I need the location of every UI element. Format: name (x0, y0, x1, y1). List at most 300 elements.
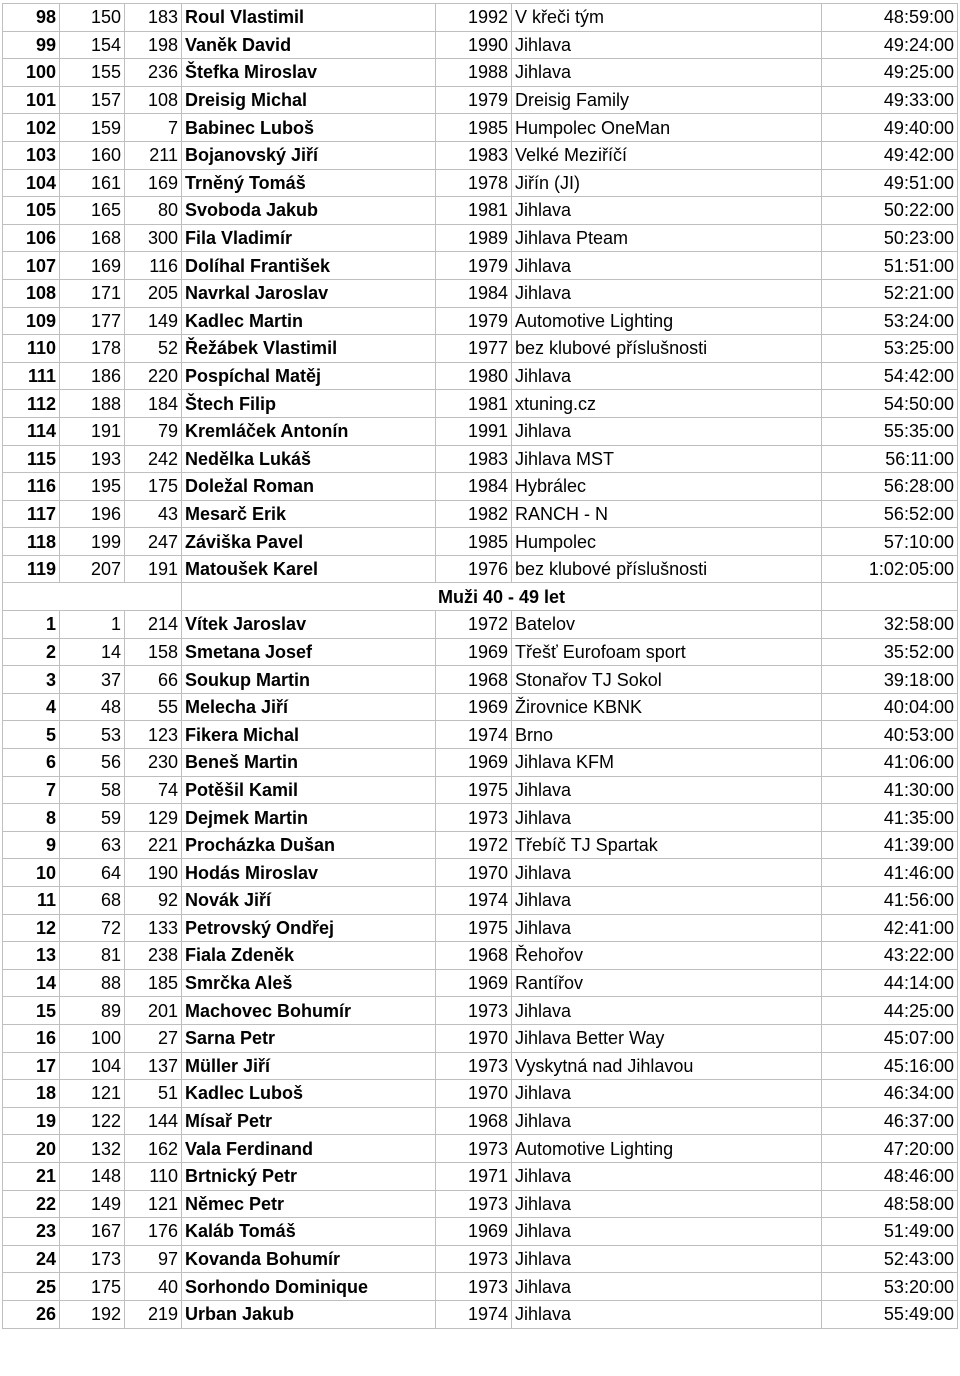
bib-number-cell: 133 (125, 914, 182, 942)
bib-number-cell: 158 (125, 638, 182, 666)
category-rank-cell: 119 (3, 555, 60, 583)
birth-year-cell: 1985 (436, 114, 512, 142)
runner-name-cell: Řežábek Vlastimil (182, 335, 436, 363)
finish-time-cell: 49:24:00 (822, 31, 958, 59)
bib-number-cell: 220 (125, 362, 182, 390)
overall-rank-cell: 178 (60, 335, 125, 363)
finish-time-cell: 43:22:00 (822, 942, 958, 970)
category-rank-cell: 106 (3, 224, 60, 252)
bib-number-cell: 191 (125, 555, 182, 583)
club-cell: Jihlava MST (512, 445, 822, 473)
finish-time-cell: 48:59:00 (822, 4, 958, 32)
table-row (3, 390, 958, 418)
overall-rank-cell: 193 (60, 445, 125, 473)
runner-name-cell: Navrkal Jaroslav (182, 279, 436, 307)
birth-year-cell: 1988 (436, 59, 512, 87)
club-cell: Jihlava (512, 1300, 822, 1328)
overall-rank-cell: 155 (60, 59, 125, 87)
club-cell: Jihlava (512, 1245, 822, 1273)
birth-year-cell: 1984 (436, 279, 512, 307)
club-cell: Batelov (512, 611, 822, 639)
finish-time-cell: 57:10:00 (822, 528, 958, 556)
birth-year-cell: 1991 (436, 417, 512, 445)
table-row (3, 86, 958, 114)
club-cell: Jihlava (512, 31, 822, 59)
table-row (3, 749, 958, 777)
club-cell: Jihlava (512, 279, 822, 307)
runner-name-cell: Novák Jiří (182, 887, 436, 915)
bib-number-cell: 162 (125, 1135, 182, 1163)
club-cell: Třešť Eurofoam sport (512, 638, 822, 666)
bib-number-cell: 74 (125, 776, 182, 804)
runner-name-cell: Beneš Martin (182, 749, 436, 777)
bib-number-cell: 52 (125, 335, 182, 363)
bib-number-cell: 185 (125, 969, 182, 997)
birth-year-cell: 1973 (436, 1245, 512, 1273)
runner-name-cell: Mísař Petr (182, 1107, 436, 1135)
category-title: Muži 40 - 49 let (182, 583, 822, 611)
overall-rank-cell: 48 (60, 693, 125, 721)
club-cell: V křeči tým (512, 4, 822, 32)
club-cell: Automotive Lighting (512, 1135, 822, 1163)
category-rank-cell: 7 (3, 776, 60, 804)
overall-rank-cell: 165 (60, 197, 125, 225)
table-row (3, 1080, 958, 1108)
finish-time-cell: 53:24:00 (822, 307, 958, 335)
table-row (3, 997, 958, 1025)
overall-rank-cell: 72 (60, 914, 125, 942)
birth-year-cell: 1968 (436, 666, 512, 694)
runner-name-cell: Dolíhal František (182, 252, 436, 280)
birth-year-cell: 1979 (436, 252, 512, 280)
birth-year-cell: 1974 (436, 1300, 512, 1328)
runner-name-cell: Kovanda Bohumír (182, 1245, 436, 1273)
overall-rank-cell: 168 (60, 224, 125, 252)
bib-number-cell: 175 (125, 473, 182, 501)
table-row (3, 528, 958, 556)
bib-number-cell: 40 (125, 1273, 182, 1301)
runner-name-cell: Záviška Pavel (182, 528, 436, 556)
club-cell: Jihlava (512, 1080, 822, 1108)
runner-name-cell: Fila Vladimír (182, 224, 436, 252)
club-cell: Jihlava Pteam (512, 224, 822, 252)
bib-number-cell: 80 (125, 197, 182, 225)
birth-year-cell: 1992 (436, 4, 512, 32)
category-rank-cell: 116 (3, 473, 60, 501)
finish-time-cell: 49:51:00 (822, 169, 958, 197)
table-row (3, 804, 958, 832)
club-cell: Jihlava Better Way (512, 1024, 822, 1052)
runner-name-cell: Soukup Martin (182, 666, 436, 694)
birth-year-cell: 1979 (436, 86, 512, 114)
bib-number-cell: 205 (125, 279, 182, 307)
finish-time-cell: 41:06:00 (822, 749, 958, 777)
category-rank-cell: 99 (3, 31, 60, 59)
birth-year-cell: 1973 (436, 804, 512, 832)
category-rank-cell: 109 (3, 307, 60, 335)
club-cell: bez klubové příslušnosti (512, 555, 822, 583)
birth-year-cell: 1973 (436, 997, 512, 1025)
category-header-empty-cell (822, 583, 958, 611)
category-rank-cell: 11 (3, 887, 60, 915)
bib-number-cell: 144 (125, 1107, 182, 1135)
overall-rank-cell: 161 (60, 169, 125, 197)
finish-time-cell: 40:53:00 (822, 721, 958, 749)
runner-name-cell: Nedělka Lukáš (182, 445, 436, 473)
finish-time-cell: 47:20:00 (822, 1135, 958, 1163)
table-row (3, 141, 958, 169)
runner-name-cell: Doležal Roman (182, 473, 436, 501)
club-cell: Humpolec (512, 528, 822, 556)
category-rank-cell: 18 (3, 1080, 60, 1108)
finish-time-cell: 49:42:00 (822, 141, 958, 169)
bib-number-cell: 79 (125, 417, 182, 445)
finish-time-cell: 52:43:00 (822, 1245, 958, 1273)
bib-number-cell: 123 (125, 721, 182, 749)
bib-number-cell: 66 (125, 666, 182, 694)
overall-rank-cell: 1 (60, 611, 125, 639)
finish-time-cell: 56:11:00 (822, 445, 958, 473)
overall-rank-cell: 191 (60, 417, 125, 445)
overall-rank-cell: 171 (60, 279, 125, 307)
overall-rank-cell: 88 (60, 969, 125, 997)
category-rank-cell: 8 (3, 804, 60, 832)
runner-name-cell: Štefka Miroslav (182, 59, 436, 87)
runner-name-cell: Smetana Josef (182, 638, 436, 666)
table-row (3, 445, 958, 473)
finish-time-cell: 44:14:00 (822, 969, 958, 997)
club-cell: Hybrálec (512, 473, 822, 501)
category-rank-cell: 25 (3, 1273, 60, 1301)
table-row (3, 721, 958, 749)
finish-time-cell: 48:58:00 (822, 1190, 958, 1218)
runner-name-cell: Kadlec Luboš (182, 1080, 436, 1108)
finish-time-cell: 48:46:00 (822, 1162, 958, 1190)
birth-year-cell: 1974 (436, 721, 512, 749)
finish-time-cell: 50:22:00 (822, 197, 958, 225)
bib-number-cell: 238 (125, 942, 182, 970)
finish-time-cell: 54:42:00 (822, 362, 958, 390)
birth-year-cell: 1973 (436, 1052, 512, 1080)
finish-time-cell: 40:04:00 (822, 693, 958, 721)
table-row (3, 307, 958, 335)
overall-rank-cell: 154 (60, 31, 125, 59)
category-rank-cell: 5 (3, 721, 60, 749)
category-rank-cell: 103 (3, 141, 60, 169)
table-row (3, 1135, 958, 1163)
birth-year-cell: 1969 (436, 638, 512, 666)
category-rank-cell: 6 (3, 749, 60, 777)
birth-year-cell: 1981 (436, 197, 512, 225)
bib-number-cell: 184 (125, 390, 182, 418)
table-row (3, 887, 958, 915)
finish-time-cell: 53:20:00 (822, 1273, 958, 1301)
table-row (3, 197, 958, 225)
category-rank-cell: 19 (3, 1107, 60, 1135)
birth-year-cell: 1970 (436, 859, 512, 887)
club-cell: Třebíč TJ Spartak (512, 831, 822, 859)
runner-name-cell: Pospíchal Matěj (182, 362, 436, 390)
bib-number-cell: 169 (125, 169, 182, 197)
overall-rank-cell: 167 (60, 1218, 125, 1246)
category-rank-cell: 117 (3, 500, 60, 528)
finish-time-cell: 39:18:00 (822, 666, 958, 694)
category-rank-cell: 100 (3, 59, 60, 87)
table-row (3, 969, 958, 997)
club-cell: Stonařov TJ Sokol (512, 666, 822, 694)
bib-number-cell: 198 (125, 31, 182, 59)
bib-number-cell: 43 (125, 500, 182, 528)
club-cell: Jihlava (512, 1190, 822, 1218)
table-row (3, 1107, 958, 1135)
category-rank-cell: 110 (3, 335, 60, 363)
overall-rank-cell: 169 (60, 252, 125, 280)
runner-name-cell: Hodás Miroslav (182, 859, 436, 887)
club-cell: Jihlava (512, 1162, 822, 1190)
table-row (3, 611, 958, 639)
table-row (3, 859, 958, 887)
bib-number-cell: 300 (125, 224, 182, 252)
finish-time-cell: 46:37:00 (822, 1107, 958, 1135)
finish-time-cell: 56:52:00 (822, 500, 958, 528)
overall-rank-cell: 192 (60, 1300, 125, 1328)
table-row (3, 252, 958, 280)
bib-number-cell: 219 (125, 1300, 182, 1328)
bib-number-cell: 183 (125, 4, 182, 32)
table-row (3, 666, 958, 694)
birth-year-cell: 1980 (436, 362, 512, 390)
runner-name-cell: Kaláb Tomáš (182, 1218, 436, 1246)
overall-rank-cell: 175 (60, 1273, 125, 1301)
runner-name-cell: Němec Petr (182, 1190, 436, 1218)
birth-year-cell: 1974 (436, 887, 512, 915)
bib-number-cell: 221 (125, 831, 182, 859)
birth-year-cell: 1975 (436, 776, 512, 804)
table-row (3, 31, 958, 59)
birth-year-cell: 1981 (436, 390, 512, 418)
birth-year-cell: 1972 (436, 831, 512, 859)
overall-rank-cell: 199 (60, 528, 125, 556)
finish-time-cell: 51:49:00 (822, 1218, 958, 1246)
club-cell: Žirovnice KBNK (512, 693, 822, 721)
table-row (3, 942, 958, 970)
table-row (3, 776, 958, 804)
runner-name-cell: Mesarč Erik (182, 500, 436, 528)
runner-name-cell: Melecha Jiří (182, 693, 436, 721)
club-cell: Jihlava (512, 59, 822, 87)
finish-time-cell: 49:40:00 (822, 114, 958, 142)
runner-name-cell: Smrčka Aleš (182, 969, 436, 997)
runner-name-cell: Roul Vlastimil (182, 4, 436, 32)
category-rank-cell: 108 (3, 279, 60, 307)
bib-number-cell: 190 (125, 859, 182, 887)
overall-rank-cell: 58 (60, 776, 125, 804)
birth-year-cell: 1970 (436, 1080, 512, 1108)
club-cell: Brno (512, 721, 822, 749)
club-cell: Jihlava (512, 887, 822, 915)
bib-number-cell: 247 (125, 528, 182, 556)
bib-number-cell: 51 (125, 1080, 182, 1108)
category-rank-cell: 14 (3, 969, 60, 997)
bib-number-cell: 116 (125, 252, 182, 280)
runner-name-cell: Fikera Michal (182, 721, 436, 749)
birth-year-cell: 1983 (436, 141, 512, 169)
overall-rank-cell: 68 (60, 887, 125, 915)
category-rank-cell: 4 (3, 693, 60, 721)
table-row (3, 1245, 958, 1273)
table-row (3, 362, 958, 390)
category-rank-cell: 21 (3, 1162, 60, 1190)
overall-rank-cell: 122 (60, 1107, 125, 1135)
category-rank-cell: 22 (3, 1190, 60, 1218)
birth-year-cell: 1972 (436, 611, 512, 639)
runner-name-cell: Sorhondo Dominique (182, 1273, 436, 1301)
runner-name-cell: Svoboda Jakub (182, 197, 436, 225)
table-row (3, 831, 958, 859)
table-row (3, 335, 958, 363)
table-row (3, 169, 958, 197)
birth-year-cell: 1985 (436, 528, 512, 556)
finish-time-cell: 41:39:00 (822, 831, 958, 859)
birth-year-cell: 1973 (436, 1273, 512, 1301)
birth-year-cell: 1978 (436, 169, 512, 197)
overall-rank-cell: 159 (60, 114, 125, 142)
runner-name-cell: Dejmek Martin (182, 804, 436, 832)
overall-rank-cell: 150 (60, 4, 125, 32)
birth-year-cell: 1979 (436, 307, 512, 335)
club-cell: Rantířov (512, 969, 822, 997)
overall-rank-cell: 148 (60, 1162, 125, 1190)
finish-time-cell: 44:25:00 (822, 997, 958, 1025)
club-cell: Jihlava (512, 1107, 822, 1135)
birth-year-cell: 1989 (436, 224, 512, 252)
table-row (3, 1162, 958, 1190)
finish-time-cell: 45:07:00 (822, 1024, 958, 1052)
overall-rank-cell: 186 (60, 362, 125, 390)
birth-year-cell: 1969 (436, 749, 512, 777)
category-rank-cell: 105 (3, 197, 60, 225)
bib-number-cell: 110 (125, 1162, 182, 1190)
birth-year-cell: 1969 (436, 1218, 512, 1246)
runner-name-cell: Bojanovský Jiří (182, 141, 436, 169)
finish-time-cell: 55:49:00 (822, 1300, 958, 1328)
finish-time-cell: 55:35:00 (822, 417, 958, 445)
birth-year-cell: 1973 (436, 1135, 512, 1163)
overall-rank-cell: 160 (60, 141, 125, 169)
category-rank-cell: 17 (3, 1052, 60, 1080)
club-cell: Dreisig Family (512, 86, 822, 114)
table-row (3, 1300, 958, 1328)
club-cell: Jihlava (512, 804, 822, 832)
birth-year-cell: 1971 (436, 1162, 512, 1190)
table-row (3, 638, 958, 666)
bib-number-cell: 176 (125, 1218, 182, 1246)
category-header-row (3, 583, 958, 611)
runner-name-cell: Dreisig Michal (182, 86, 436, 114)
bib-number-cell: 236 (125, 59, 182, 87)
overall-rank-cell: 89 (60, 997, 125, 1025)
category-rank-cell: 107 (3, 252, 60, 280)
overall-rank-cell: 56 (60, 749, 125, 777)
finish-time-cell: 46:34:00 (822, 1080, 958, 1108)
table-row (3, 914, 958, 942)
table-row (3, 279, 958, 307)
birth-year-cell: 1968 (436, 1107, 512, 1135)
birth-year-cell: 1969 (436, 693, 512, 721)
bib-number-cell: 27 (125, 1024, 182, 1052)
finish-time-cell: 41:35:00 (822, 804, 958, 832)
finish-time-cell: 35:52:00 (822, 638, 958, 666)
table-row (3, 555, 958, 583)
table-row (3, 59, 958, 87)
club-cell: xtuning.cz (512, 390, 822, 418)
birth-year-cell: 1975 (436, 914, 512, 942)
finish-time-cell: 50:23:00 (822, 224, 958, 252)
club-cell: Jiřín (JI) (512, 169, 822, 197)
category-rank-cell: 16 (3, 1024, 60, 1052)
birth-year-cell: 1990 (436, 31, 512, 59)
bib-number-cell: 137 (125, 1052, 182, 1080)
bib-number-cell: 129 (125, 804, 182, 832)
club-cell: Jihlava (512, 252, 822, 280)
category-rank-cell: 3 (3, 666, 60, 694)
finish-time-cell: 54:50:00 (822, 390, 958, 418)
bib-number-cell: 108 (125, 86, 182, 114)
club-cell: Řehořov (512, 942, 822, 970)
birth-year-cell: 1968 (436, 942, 512, 970)
runner-name-cell: Potěšil Kamil (182, 776, 436, 804)
overall-rank-cell: 132 (60, 1135, 125, 1163)
finish-time-cell: 49:25:00 (822, 59, 958, 87)
runner-name-cell: Štech Filip (182, 390, 436, 418)
category-rank-cell: 101 (3, 86, 60, 114)
category-rank-cell: 13 (3, 942, 60, 970)
overall-rank-cell: 157 (60, 86, 125, 114)
category-rank-cell: 114 (3, 417, 60, 445)
runner-name-cell: Petrovský Ondřej (182, 914, 436, 942)
overall-rank-cell: 195 (60, 473, 125, 501)
table-row (3, 500, 958, 528)
runner-name-cell: Vala Ferdinand (182, 1135, 436, 1163)
overall-rank-cell: 81 (60, 942, 125, 970)
runner-name-cell: Machovec Bohumír (182, 997, 436, 1025)
category-rank-cell: 26 (3, 1300, 60, 1328)
overall-rank-cell: 37 (60, 666, 125, 694)
category-rank-cell: 112 (3, 390, 60, 418)
birth-year-cell: 1976 (436, 555, 512, 583)
bib-number-cell: 214 (125, 611, 182, 639)
finish-time-cell: 53:25:00 (822, 335, 958, 363)
overall-rank-cell: 100 (60, 1024, 125, 1052)
category-rank-cell: 102 (3, 114, 60, 142)
bib-number-cell: 201 (125, 997, 182, 1025)
finish-time-cell: 42:41:00 (822, 914, 958, 942)
runner-name-cell: Vaněk David (182, 31, 436, 59)
bib-number-cell: 97 (125, 1245, 182, 1273)
birth-year-cell: 1984 (436, 473, 512, 501)
birth-year-cell: 1983 (436, 445, 512, 473)
club-cell: Jihlava KFM (512, 749, 822, 777)
runner-name-cell: Vítek Jaroslav (182, 611, 436, 639)
overall-rank-cell: 63 (60, 831, 125, 859)
overall-rank-cell: 173 (60, 1245, 125, 1273)
category-rank-cell: 23 (3, 1218, 60, 1246)
table-row (3, 1024, 958, 1052)
results-table-body (3, 4, 958, 1329)
overall-rank-cell: 149 (60, 1190, 125, 1218)
finish-time-cell: 41:30:00 (822, 776, 958, 804)
overall-rank-cell: 59 (60, 804, 125, 832)
